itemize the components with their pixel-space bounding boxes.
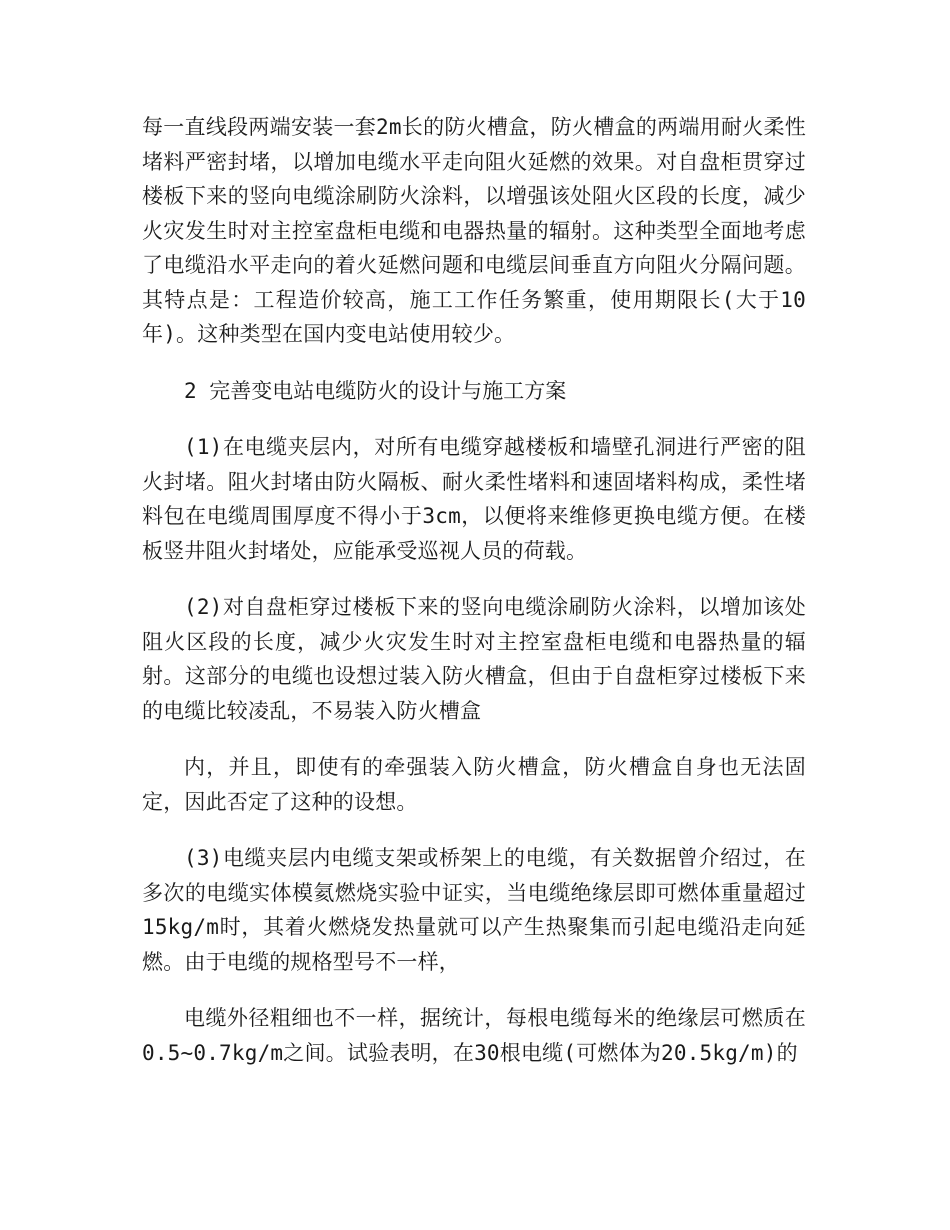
paragraph-2: (1)在电缆夹层内，对所有电缆穿越楼板和墙壁孔洞进行严密的阻火封堵。阻火封堵由防火隔板、耐火柔性堵料和速固堵料构成，柔性堵料包在电缆周围厚度不得小于3cm，以便将来维修更换电缆方便。在楼板竖井阻火封堵处，应能承受巡视人员的荷载。	[142, 435, 806, 563]
paragraph-5: (3)电缆夹层内电缆支架或桥架上的电缆，有关数据曾介绍过，在多次的电缆实体模氦燃烧实验中证实，当电缆绝缘层即可燃体重量超过15kg/m时，其着火燃烧发热量就可以产生热聚集而引起电缆沿走向延燃。由于电缆的规格型号不一样，	[142, 846, 806, 974]
paragraph-4: 内，并且，即使有的牵强装入防火槽盒，防火槽盒自身也无法固定，因此否定了这种的设想。	[142, 755, 806, 814]
paragraph-3: (2)对自盘柜穿过楼板下来的竖向电缆涂刷防火涂料，以增加该处阻火区段的长度，减少火灾发生时对主控室盘柜电缆和电器热量的辐射。这部分的电缆也设想过装入防火槽盒，但由于自盘柜穿过楼板下来的电缆比较凌乱，不易装入防火槽盒	[142, 595, 806, 723]
section-heading-2: 2 完善变电站电缆防火的设计与施工方案	[184, 378, 567, 403]
document-page	[142, 110, 806, 1070]
paragraph-6: 电缆外径粗细也不一样，据统计，每根电缆每米的绝缘层可燃质在0.5~0.7kg/m之间。试验表明，在30根电缆(可燃体为20.5kg/m)的	[142, 1006, 806, 1065]
paragraph-1: 每一直线段两端安装一套2m长的防火槽盒，防火槽盒的两端用耐火柔性堵料严密封堵，以增加电缆水平走向阻火延燃的效果。对自盘柜贯穿过楼板下来的竖向电缆涂刷防火涂料，以增强该处阻火区段的长度，减少火灾发生时对主控室盘柜电缆和电器热量的辐射。这种类型全面地考虑了电缆沿水平走向的着火延燃问题和电缆层间垂直方向阻火分隔问题。其特点是：工程造价较高，施工工作任务繁重，使用期限长(大于10年)。这种类型在国内变电站使用较少。	[142, 115, 806, 346]
